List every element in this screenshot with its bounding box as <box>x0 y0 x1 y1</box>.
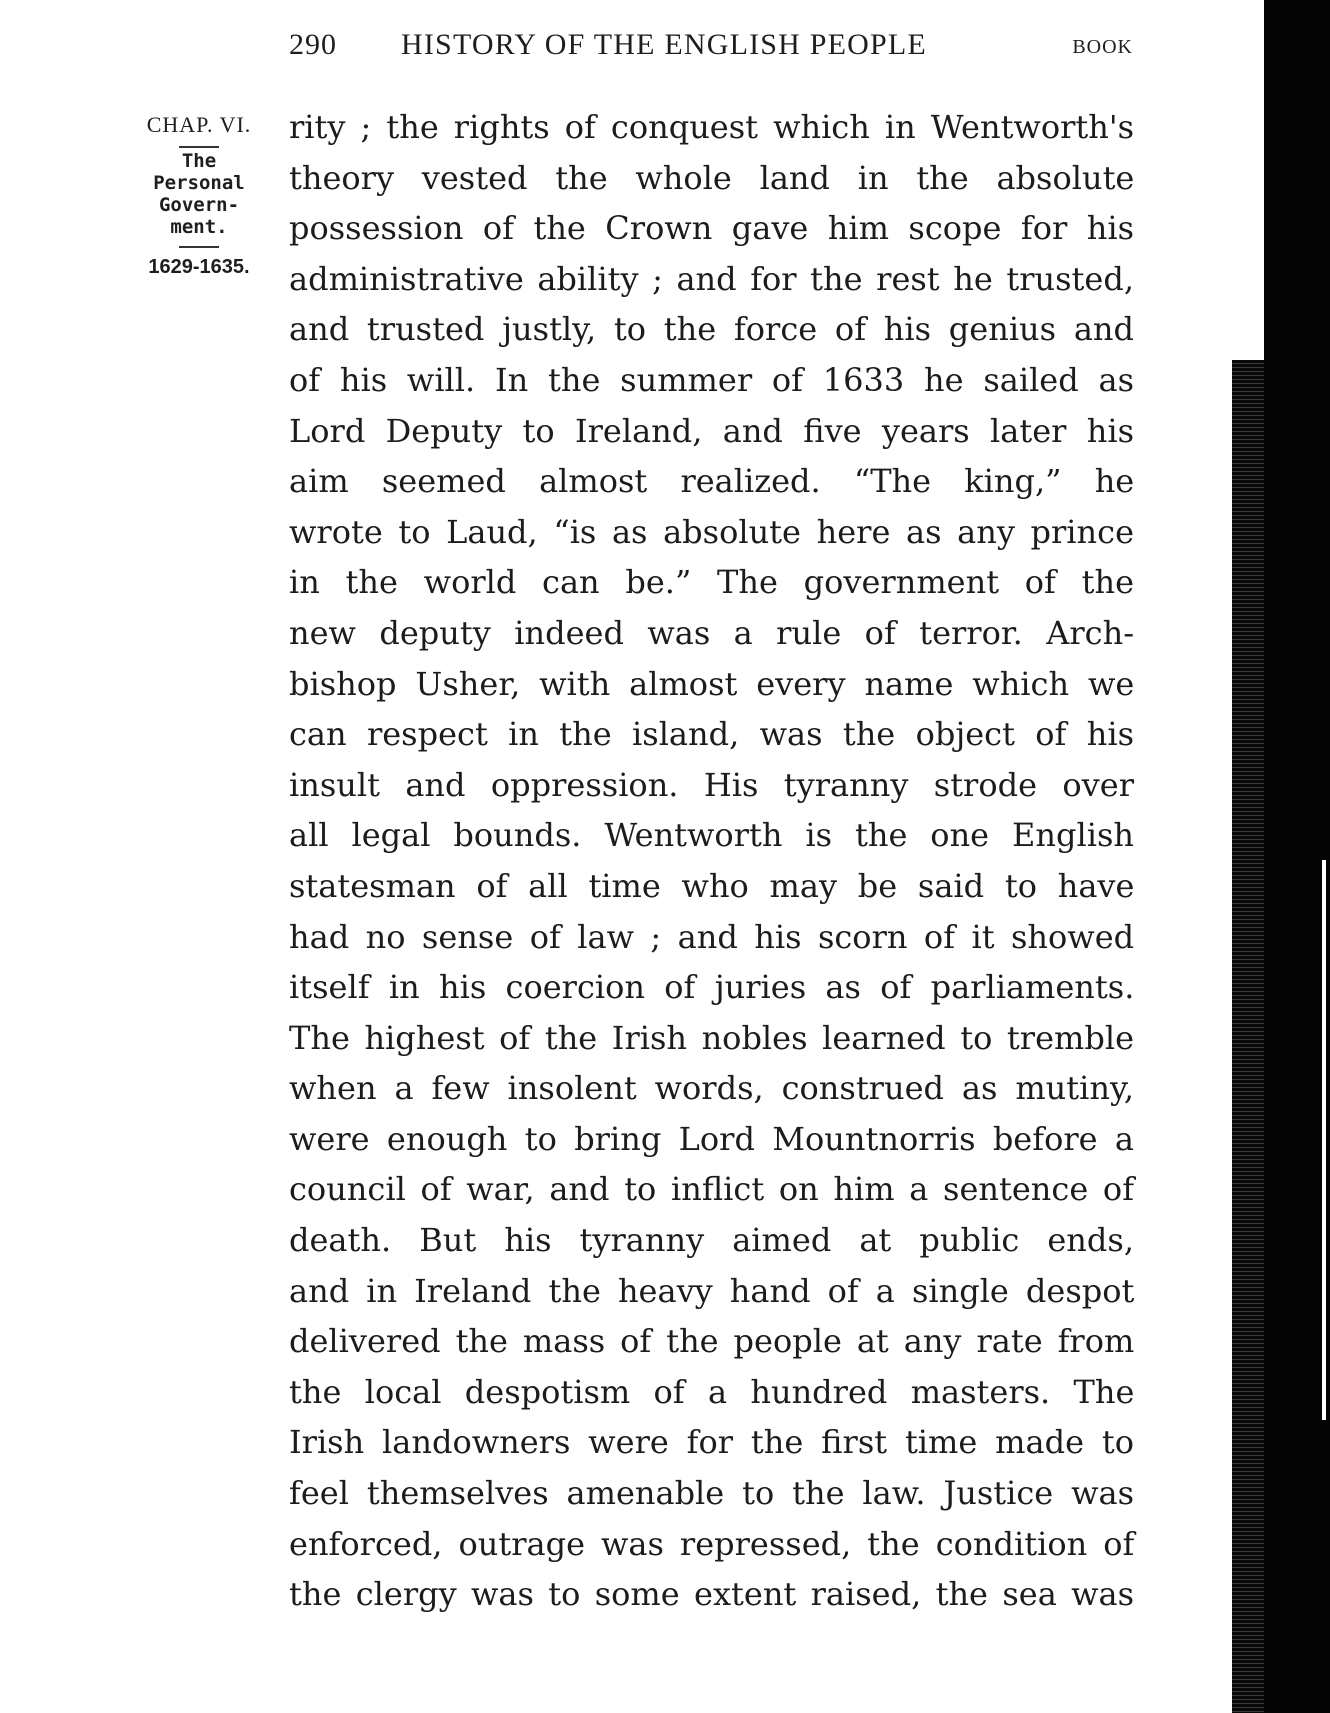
text-line: The highest of the Irish nobles learned to tremble <box>289 1018 1134 1057</box>
topic-line: The <box>181 150 217 172</box>
page-edge-binding <box>1264 0 1330 1713</box>
text-line: Irish landowners were for the first time made to <box>289 1423 1134 1462</box>
text-line: when a few insolent words, construed as mutiny, <box>289 1069 1134 1108</box>
text-line: of his will. In the summer of 1633 he sailed as <box>289 360 1134 399</box>
text-line: the clergy was to some extent raised, the sea was <box>289 1575 1134 1614</box>
text-line: death. But his tyranny aimed at public ends, <box>289 1221 1134 1260</box>
text-line: aim seemed almost realized. “The king,” he <box>289 462 1135 501</box>
margin-rule <box>179 246 219 248</box>
topic-line: Govern- <box>158 194 240 216</box>
running-header <box>289 28 1133 64</box>
text-line: Lord Deputy to Ireland, and five years later his <box>289 411 1134 450</box>
section-label: BOOK <box>1072 36 1133 58</box>
text-line: in the world can be.” The government of the <box>289 563 1134 602</box>
text-line: delivered the mass of the people at any rate from <box>289 1322 1135 1361</box>
page-edge-highlight <box>1322 860 1326 1420</box>
date-range: 1629-1635. <box>148 256 250 278</box>
page-number: 290 <box>289 28 337 61</box>
text-line: all legal bounds. Wentworth is the one English <box>289 816 1134 855</box>
margin-rule <box>179 146 219 148</box>
text-line: had no sense of law ; and his scorn of it showed <box>289 917 1135 956</box>
text-line: feel themselves amenable to the law. Justice was <box>289 1474 1134 1513</box>
body-text <box>289 102 1134 1620</box>
text-line: possession of the Crown gave him scope for his <box>289 209 1134 248</box>
chapter-label: CHAP. VI. <box>146 112 252 137</box>
page-edge-shadow <box>1232 360 1266 1713</box>
text-line: itself in his coercion of juries as of parliaments. <box>289 968 1135 1007</box>
text-line: and trusted justly, to the force of his genius and <box>289 310 1134 349</box>
text-line: new deputy indeed was a rule of terror. Arch- <box>289 613 1134 652</box>
topic-line: Personal <box>153 172 245 194</box>
text-line: enforced, outrage was repressed, the condition of <box>289 1524 1135 1563</box>
topic-line: ment. <box>170 216 228 238</box>
text-line: wrote to Laud, “is as absolute here as any prince <box>289 512 1134 551</box>
text-line: rity ; the rights of conquest which in Wentworth's <box>289 108 1135 146</box>
text-line: the local despotism of a hundred masters. The <box>289 1372 1135 1411</box>
running-title: HISTORY OF THE ENGLISH PEOPLE <box>401 28 927 61</box>
text-line: insult and oppression. His tyranny strode over <box>289 765 1134 804</box>
text-line: council of war, and to inflict on him a sentence of <box>289 1170 1135 1209</box>
text-line: were enough to bring Lord Mountnorris before a <box>289 1119 1134 1158</box>
text-line: administrative ability ; and for the rest he trusted, <box>289 259 1134 298</box>
text-line: theory vested the whole land in the absolute <box>289 158 1135 197</box>
margin-note <box>130 112 268 279</box>
text-line: bishop Usher, with almost every name which we <box>289 664 1135 703</box>
text-line: can respect in the island, was the object of his <box>289 715 1134 754</box>
topic-note <box>130 150 268 238</box>
text-line: statesman of all time who may be said to have <box>289 866 1135 905</box>
text-line: and in Ireland the heavy hand of a single despot <box>289 1271 1135 1310</box>
